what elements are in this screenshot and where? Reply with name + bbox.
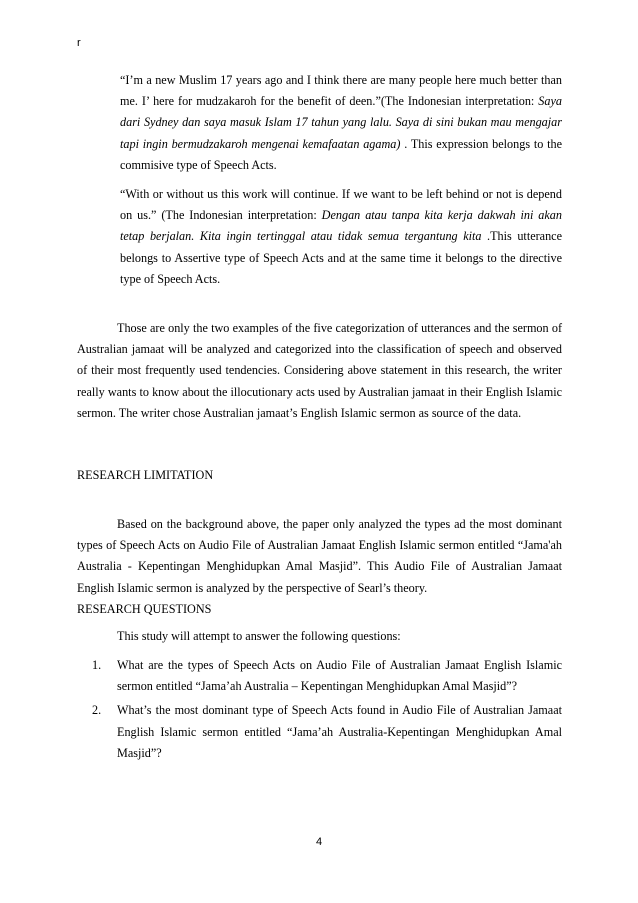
quote-note: . This expression belongs to the commisive type of Speech Acts. <box>120 136 562 172</box>
quote-text: “With or without us this work will continue. If we want to be left behind or not is depend on us.” (The Indonesian interpretation: <box>120 187 562 223</box>
corner-mark: r <box>77 37 81 49</box>
body-paragraph: Based on the background above, the paper only analyzed the types ad the most dominant types of Speech Acts on Audio File of Australian Jamaat English Islamic sermon entitled “Jama'ah Australia - Kepentingan Menghidupkan Amal Masjid”. This Audio File of Australian Jamaat English Islamic sermon is analyzed by the perspective of Searl’s theory. <box>77 517 562 595</box>
quote-note: .This utterance belongs to Assertive type of Speech Acts and at the same time it belongs to the directive type of Speech Acts. <box>120 229 562 286</box>
list-item-number: 1. <box>92 658 102 672</box>
research-questions-list <box>92 655 562 767</box>
list-item-text: What’s the most dominant type of Speech Acts found in Audio File of Australian Jamaat English Islamic sermon entitled “Jama’ah Australia-Kepentingan Menghidupkan Amal Masjid”? <box>117 703 562 760</box>
quote-interpretation: Dengan atau tanpa kita kerja dakwah ini akan tetap berjalan. Kita ingin tertinggal atau tidak semua tergantung kita <box>120 208 562 244</box>
quote-text: “I’m a new Muslim 17 years ago and I think there are many people here much better than me. I’ here for mudzakaroh for the benefit of deen.”(The Indonesian interpretation: <box>120 73 562 109</box>
list-item <box>92 700 562 764</box>
page-number: 4 <box>315 836 323 848</box>
questions-intro: This study will attempt to answer the following questions: <box>117 629 401 643</box>
section-heading-limitation: RESEARCH LIMITATION <box>77 468 214 482</box>
body-paragraph: Those are only the two examples of the five categorization of utterances and the sermon of Australian jamaat will be analyzed and categorized into the classification of speech and observed of their most frequently used tendencies. Considering above statement in this research, the writer really wants to know about the illocutionary acts used by Australian jamaat in their English Islamic sermon. The writer chose Australian jamaat’s English Islamic sermon as source of the data. <box>77 321 562 420</box>
quote-interpretation: Saya dari Sydney dan saya masuk Islam 17 tahun yang lalu. Saya di sini bukan mau mengajar tapi ingin bermudzakaroh mengenai kemafaatan agama) <box>120 94 562 151</box>
example-quote-2 <box>120 184 562 290</box>
list-item-number: 2. <box>92 703 102 718</box>
list-item-text: What are the types of Speech Acts on Audio File of Australian Jamaat English Islamic sermon entitled “Jama’ah Australia – Kepentingan Menghidupkan Amal Masjid”? <box>117 658 562 694</box>
example-quote-1 <box>120 70 562 176</box>
section-heading-questions: RESEARCH QUESTIONS <box>77 602 212 616</box>
list-item <box>92 655 562 697</box>
